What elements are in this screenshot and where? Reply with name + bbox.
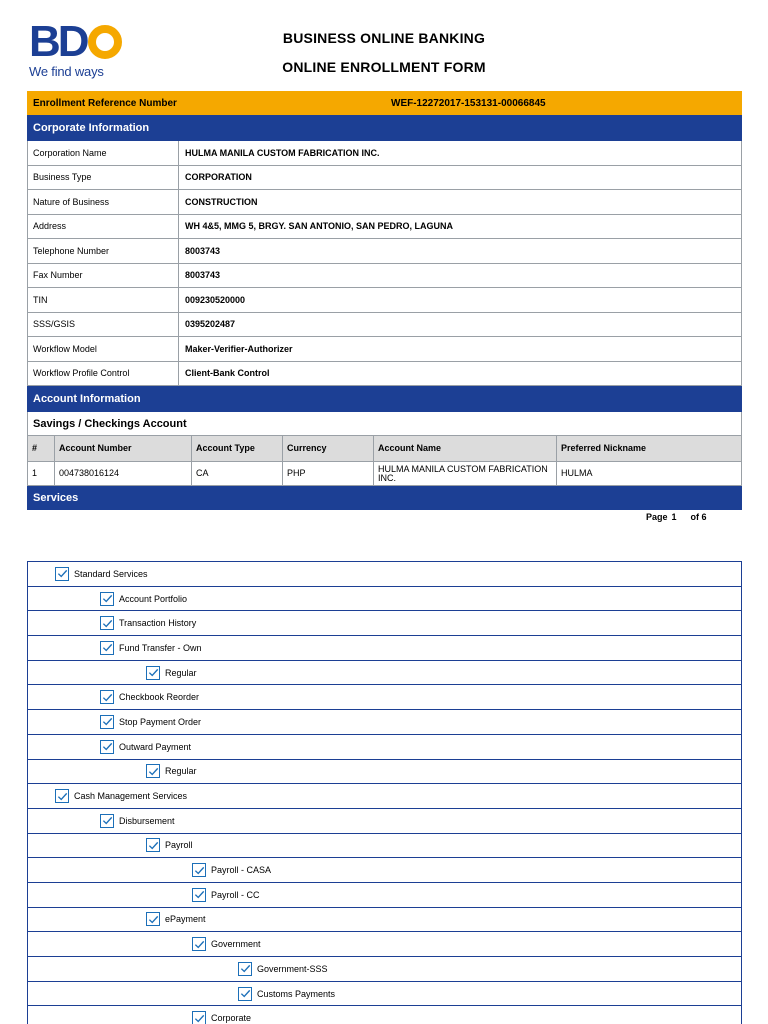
list-item xyxy=(27,685,742,710)
col-account-number: Account Number xyxy=(55,436,192,461)
page-number xyxy=(646,512,707,522)
checkmark-icon xyxy=(148,840,159,851)
field-value: HULMA MANILA CUSTOM FABRICATION INC. xyxy=(185,147,380,158)
corporate-field-row xyxy=(27,239,742,264)
account-table-header xyxy=(27,436,742,462)
service-label: Government xyxy=(211,939,261,950)
list-item xyxy=(27,858,742,883)
checkmark-icon xyxy=(102,815,113,826)
list-item xyxy=(27,809,742,834)
checkbox[interactable] xyxy=(146,838,160,852)
checkmark-icon xyxy=(148,766,159,777)
checkmark-icon xyxy=(102,692,113,703)
corporate-field-row xyxy=(27,288,742,313)
list-item xyxy=(27,611,742,636)
list-item xyxy=(27,562,742,587)
cell-account-name: HULMA MANILA CUSTOM FABRICATION INC. xyxy=(374,462,557,485)
checkbox[interactable] xyxy=(55,789,69,803)
checkbox[interactable] xyxy=(192,888,206,902)
service-label: Government-SSS xyxy=(257,963,328,974)
field-label: Telephone Number xyxy=(28,239,179,263)
checkmark-icon xyxy=(102,618,113,629)
corporate-field-row xyxy=(27,362,742,387)
corporate-fields xyxy=(27,141,742,386)
checkmark-icon xyxy=(148,667,159,678)
corporate-field-row xyxy=(27,190,742,215)
field-label: Fax Number xyxy=(28,264,179,288)
enrollment-ref-value: WEF-12272017-153131-00066845 xyxy=(391,97,546,109)
field-label: TIN xyxy=(28,288,179,312)
corporate-field-row xyxy=(27,313,742,338)
checkmark-icon xyxy=(102,642,113,653)
corporate-field-row xyxy=(27,166,742,191)
page-of-label: of 6 xyxy=(690,512,707,522)
checkbox[interactable] xyxy=(146,912,160,926)
service-label: Payroll xyxy=(165,840,193,851)
field-value: Client-Bank Control xyxy=(185,368,270,379)
cell-account-number: 004738016124 xyxy=(55,462,192,485)
service-label: Transaction History xyxy=(119,618,197,629)
corporate-field-row xyxy=(27,141,742,166)
field-value: CORPORATION xyxy=(185,172,252,183)
list-item xyxy=(27,908,742,933)
list-item xyxy=(27,710,742,735)
service-label: Cash Management Services xyxy=(74,791,188,802)
cell-nickname: HULMA xyxy=(561,468,593,478)
field-label: Nature of Business xyxy=(28,190,179,214)
list-item xyxy=(27,932,742,957)
corporate-section-header: Corporate Information xyxy=(27,115,742,141)
list-item xyxy=(27,982,742,1007)
list-item xyxy=(27,784,742,809)
service-label: Corporate xyxy=(211,1013,252,1024)
cell-number: 1 xyxy=(28,462,55,485)
page-subtitle: ONLINE ENROLLMENT FORM xyxy=(282,59,486,75)
field-label: SSS/GSIS xyxy=(28,313,179,337)
field-value: 0395202487 xyxy=(185,319,236,330)
checkmark-icon xyxy=(102,716,113,727)
checkbox[interactable] xyxy=(100,592,114,606)
corporate-field-row xyxy=(27,215,742,240)
checkmark-icon xyxy=(194,865,205,876)
checkbox[interactable] xyxy=(192,863,206,877)
checkmark-icon xyxy=(102,741,113,752)
checkbox[interactable] xyxy=(100,641,114,655)
field-value: Maker-Verifier-Authorizer xyxy=(185,343,293,354)
service-label: Customs Payments xyxy=(257,988,336,999)
checkbox[interactable] xyxy=(100,740,114,754)
services-section-header: Services xyxy=(27,486,742,510)
col-account-type: Account Type xyxy=(192,436,283,461)
checkbox[interactable] xyxy=(192,937,206,951)
page-title: BUSINESS ONLINE BANKING xyxy=(282,30,486,46)
checkbox[interactable] xyxy=(55,567,69,581)
checkbox[interactable] xyxy=(238,987,252,1001)
list-item xyxy=(27,760,742,785)
logo-wordmark: BD xyxy=(29,24,139,60)
service-label: Disbursement xyxy=(119,815,175,826)
enrollment-ref-label: Enrollment Reference Number xyxy=(33,97,177,109)
account-section-header: Account Information xyxy=(27,386,742,412)
field-label: Workflow Profile Control xyxy=(28,362,179,386)
cell-account-type: CA xyxy=(192,462,283,485)
list-item xyxy=(27,735,742,760)
bdo-logo xyxy=(29,17,139,80)
checkbox[interactable] xyxy=(100,616,114,630)
list-item xyxy=(27,587,742,612)
checkmark-icon xyxy=(57,791,68,802)
service-label: Outward Payment xyxy=(119,741,192,752)
checkmark-icon xyxy=(148,914,159,925)
field-label: Address xyxy=(28,215,179,239)
field-label: Business Type xyxy=(28,166,179,190)
list-item xyxy=(27,661,742,686)
col-account-name: Account Name xyxy=(374,436,557,461)
checkbox[interactable] xyxy=(100,814,114,828)
col-number: # xyxy=(28,436,55,461)
list-item xyxy=(27,834,742,859)
checkmark-icon xyxy=(194,1013,205,1024)
checkmark-icon xyxy=(240,963,251,974)
checkbox[interactable] xyxy=(238,962,252,976)
service-label: Fund Transfer - Own xyxy=(119,642,202,653)
field-value: 009230520000 xyxy=(185,294,246,305)
checkbox[interactable] xyxy=(100,715,114,729)
account-subsection-title: Savings / Checkings Account xyxy=(27,412,742,436)
field-label: Workflow Model xyxy=(28,337,179,361)
list-item xyxy=(27,957,742,982)
service-label: Standard Services xyxy=(74,568,148,579)
field-label: Corporation Name xyxy=(28,141,179,165)
checkmark-icon xyxy=(102,593,113,604)
col-currency: Currency xyxy=(283,436,374,461)
checkbox[interactable] xyxy=(100,690,114,704)
page-label: Page 1 xyxy=(646,512,677,522)
service-label: Payroll - CC xyxy=(211,889,260,900)
list-item xyxy=(27,636,742,661)
checkmark-icon xyxy=(194,889,205,900)
field-value: 8003743 xyxy=(185,270,221,281)
enrollment-form xyxy=(27,91,742,510)
logo-tagline: We find ways xyxy=(29,64,104,79)
cell-currency: PHP xyxy=(283,462,374,485)
checkmark-icon xyxy=(57,568,68,579)
corporate-field-row xyxy=(27,337,742,362)
service-label: Account Portfolio xyxy=(119,593,188,604)
enrollment-ref-row xyxy=(27,91,742,115)
list-item xyxy=(27,1006,742,1024)
services-checklist xyxy=(27,561,742,1024)
col-nickname: Preferred Nickname xyxy=(561,443,647,453)
field-value: 8003743 xyxy=(185,245,221,256)
checkbox[interactable] xyxy=(146,764,160,778)
checkbox[interactable] xyxy=(146,666,160,680)
service-label: Stop Payment Order xyxy=(119,716,202,727)
service-label: Checkbook Reorder xyxy=(119,692,200,703)
field-value: CONSTRUCTION xyxy=(185,196,258,207)
checkbox[interactable] xyxy=(192,1011,206,1024)
checkmark-icon xyxy=(240,988,251,999)
service-label: Regular xyxy=(165,766,197,777)
service-label: ePayment xyxy=(165,914,206,925)
corporate-field-row xyxy=(27,264,742,289)
field-value: WH 4&5, MMG 5, BRGY. SAN ANTONIO, SAN PEDRO, LAGUNA xyxy=(185,221,454,232)
service-label: Payroll - CASA xyxy=(211,865,272,876)
service-label: Regular xyxy=(165,667,197,678)
table-row xyxy=(27,462,742,486)
checkmark-icon xyxy=(194,939,205,950)
list-item xyxy=(27,883,742,908)
